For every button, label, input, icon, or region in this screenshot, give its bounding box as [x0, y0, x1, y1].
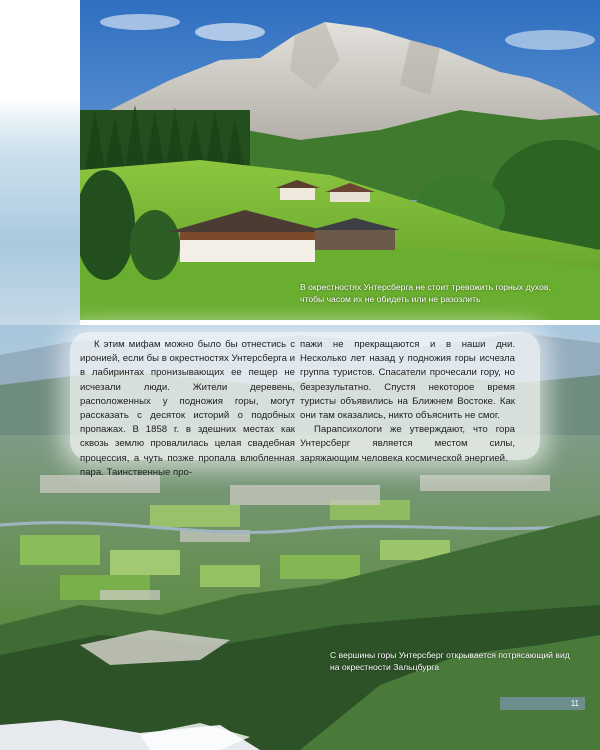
page-number: 11 — [570, 699, 579, 708]
page-number-box — [500, 697, 585, 710]
bottom-photo-caption: С вершины горы Унтерсберг открывается потрясающий вид на окрестности Зальцбурга — [330, 650, 570, 672]
left-sky-strip — [0, 0, 80, 325]
article-column-right — [300, 338, 515, 466]
article-paragraph: пажи не прекращаются и в наши дни. Несколько лет назад у подножия горы исчезла группа туристов. Спасатели прочесали гору, но безрезультатно. Спустя некоторое время туристы объявились на Ближнем Востоке. Как они там оказались, никто объяснить не смог. — [300, 339, 515, 422]
article-paragraph: Парапсихологи же утверждают, что гора Унтерсберг является местом силы, заряжающим человека космической энергией. — [300, 424, 515, 464]
mountain-meadow-photo — [80, 0, 600, 324]
top-photo-caption: В окрестностях Унтерсберга не стоит тревожить горных духов, чтобы часом их не обидеть или не разозлить — [300, 282, 551, 304]
article-column-left — [80, 338, 295, 480]
mountain-meadow-illustration — [80, 0, 600, 320]
article-paragraph: К этим мифам можно было бы отнестись с иронией, если бы в окрестностях Унтерсберга и в лабиринтах пронизывающих ее пещер не исчезали люди. Жители деревень, расположенных у подножия горы, могут рассказать с десяток историй о подобных пропажах. В 1858 г. в здешних местах как сквозь землю провалилась целая свадебная процессия, а чуть позже пропала влюбленная пара. Таинственные про- — [80, 339, 295, 478]
